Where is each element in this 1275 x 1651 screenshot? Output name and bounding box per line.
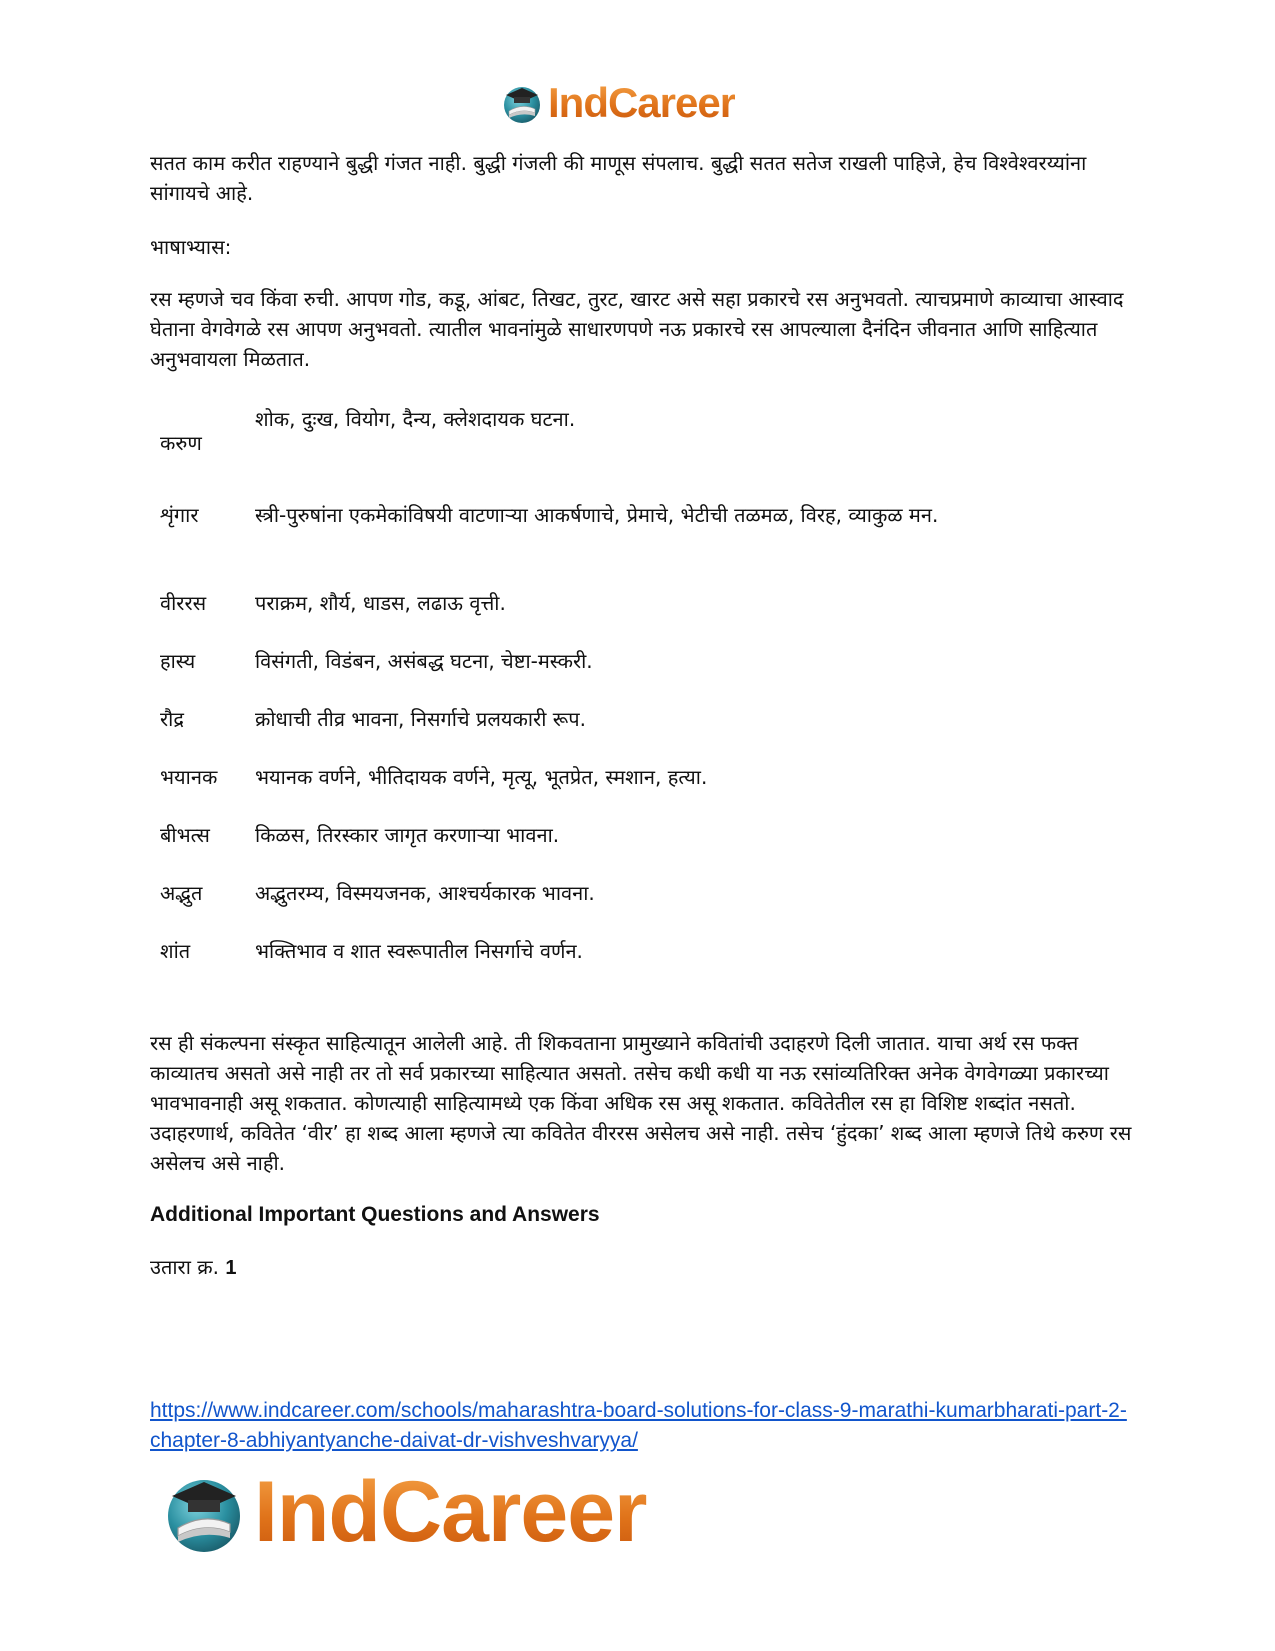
rasa-row	[150, 588, 1135, 646]
rasa-name: रौद्र	[160, 707, 184, 731]
rasa-description: अद्भुतरम्य, विस्मयजनक, आश्चर्यकारक भावना.	[255, 881, 595, 905]
rasa-row	[150, 936, 1135, 994]
rasa-description: शोक, दुःख, वियोग, दैन्य, क्लेशदायक घटना.	[255, 407, 576, 431]
bhasha-heading: भाषाभ्यास:	[150, 235, 232, 259]
rasa-name: हास्य	[160, 649, 196, 673]
passage-number: 1	[225, 1257, 237, 1279]
rasa-intro-paragraph: रस म्हणजे चव किंवा रुची. आपण गोड, कडू, आंबट, तिखट, तुरट, खारट असे सहा प्रकारचे रस अनुभवतो. त्याचप्रमाणे काव्याचा आस्वाद घेताना वेगवेगळे रस आपण अनुभवतो. त्यातील भावनांमुळे साधारणपणे नऊ प्रकारचे रस आपल्याला दैनंदिन जीवनात आणि साहित्यात अनुभवायला मिळतात.	[150, 287, 1124, 371]
header-logo	[500, 78, 735, 128]
rasa-name: शृंगार	[160, 503, 199, 527]
graduation-globe-icon	[160, 1468, 248, 1556]
rasa-row	[150, 820, 1135, 878]
brand-name: IndCareer	[254, 1463, 647, 1560]
footer-logo	[160, 1462, 647, 1562]
rasa-row	[150, 500, 1135, 588]
rasa-description: भक्तिभाव व शात स्वरूपातील निसर्गाचे वर्णन.	[255, 939, 583, 963]
rasa-row	[150, 404, 1135, 494]
rasa-description: विसंगती, विडंबन, असंबद्ध घटना, चेष्टा-मस्करी.	[255, 649, 593, 673]
rasa-name: अद्भुत	[160, 881, 203, 905]
closing-paragraph: रस ही संकल्पना संस्कृत साहित्यातून आलेली आहे. ती शिकवताना प्रामुख्याने कवितांची उदाहरणे दिली जातात. याचा अर्थ रस फक्त काव्यातच असतो असे नाही तर तो सर्व प्रकारच्या साहित्यात असतो. तसेच कधी कधी या नऊ रसांव्यतिरिक्त अनेक वेगवेगळ्या प्रकारच्या भावभावनाही असू शकतात. कोणत्याही साहित्यामध्ये एक किंवा अधिक रस असू शकतात. कवितेतील रस हा विशिष्ट शब्दांत नसतो. उदाहरणार्थ, कवितेत ‘वीर’ हा शब्द आला म्हणजे त्या कवितेत वीररस असेलच असे नाही. तसेच ‘हुंदका’ शब्द आला म्हणजे तिथे करुण रस असेलच असे नाही.	[150, 1031, 1132, 1175]
document-body	[150, 148, 1135, 1283]
passage-label-text: उतारा क्र.	[150, 1255, 219, 1279]
rasa-name: बीभत्स	[160, 823, 210, 847]
rasa-description: क्रोधाची तीव्र भावना, निसर्गाचे प्रलयकारी रूप.	[255, 707, 587, 731]
brand-name: IndCareer	[548, 79, 736, 126]
rasa-name: वीररस	[160, 591, 207, 615]
rasa-description: स्त्री-पुरुषांना एकमेकांविषयी वाटणाऱ्या आकर्षणाचे, प्रेमाचे, भेटीची तळमळ, विरह, व्याकुळ मन.	[255, 503, 939, 527]
rasa-row	[150, 704, 1135, 762]
rasa-table	[150, 404, 1135, 994]
source-link[interactable]: https://www.indcareer.com/schools/maharashtra-board-solutions-for-class-9-marathi-kumarbharati-part-2-chapter-8-abhiyantyanche-daivat-dr-vishveshvaryya/	[150, 1399, 1127, 1452]
rasa-name: शांत	[160, 939, 191, 963]
intro-paragraph: सतत काम करीत राहण्याने बुद्धी गंजत नाही. बुद्धी गंजली की माणूस संपलाच. बुद्धी सतत सतेज राखली पाहिजे, हेच विश्वेश्वरय्यांना सांगायचे आहे.	[150, 151, 1087, 205]
rasa-name: करुण	[160, 431, 202, 455]
rasa-description: पराक्रम, शौर्य, धाडस, लढाऊ वृत्ती.	[255, 591, 506, 615]
rasa-description: किळस, तिरस्कार जागृत करणाऱ्या भावना.	[255, 823, 560, 847]
rasa-row	[150, 762, 1135, 820]
section-title: Additional Important Questions and Answers	[150, 1203, 600, 1226]
rasa-row	[150, 646, 1135, 704]
passage-label	[150, 1252, 1135, 1283]
graduation-globe-icon	[500, 81, 544, 125]
rasa-name: भयानक	[160, 765, 218, 789]
rasa-row	[150, 878, 1135, 936]
rasa-description: भयानक वर्णने, भीतिदायक वर्णने, मृत्यू, भूतप्रेत, स्मशान, हत्या.	[255, 765, 708, 789]
